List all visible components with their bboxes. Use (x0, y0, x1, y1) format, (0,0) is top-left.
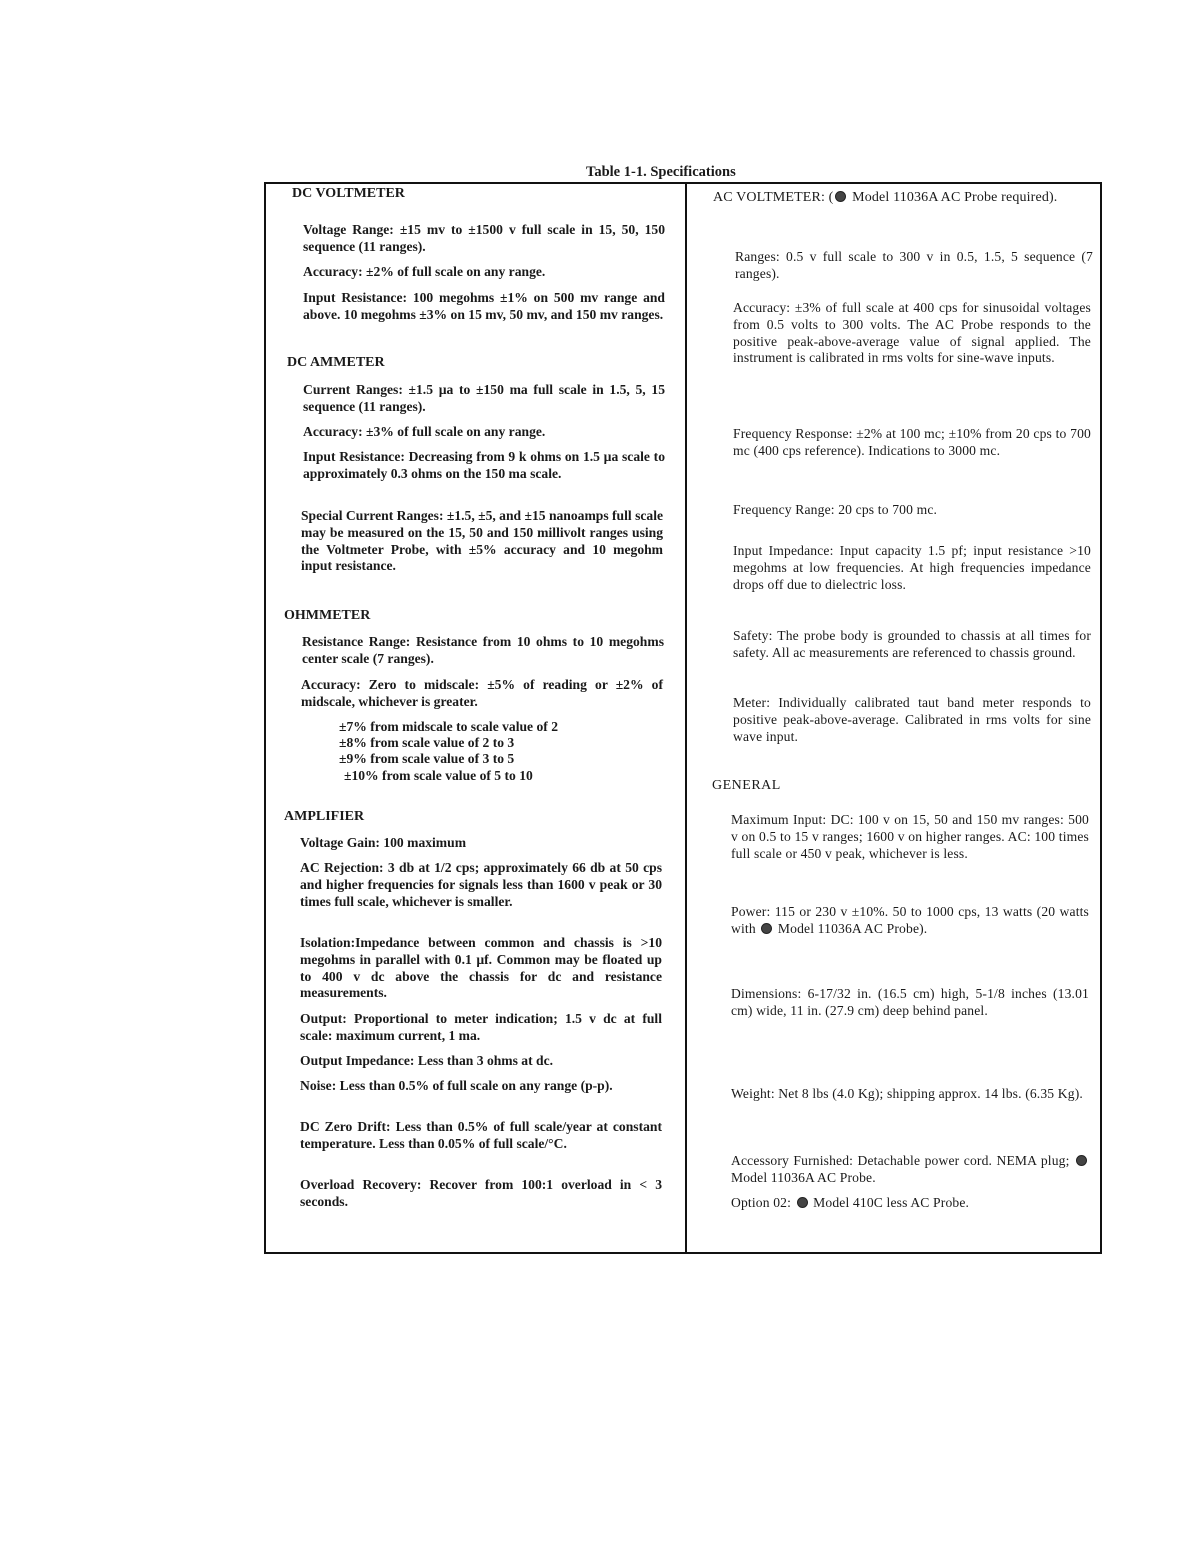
noise: Noise: Less than 0.5% of full scale on any range (p-p). (300, 1078, 613, 1093)
resistance-range: Resistance Range: Resistance from 10 ohms to 10 megohms center scale (7 ranges). (302, 634, 664, 666)
special-current-ranges: Special Current Ranges: ±1.5, ±5, and ±15 nanoamps full scale may be measured on the 15, 50 and 150 millivolt ranges using the Voltmeter Probe, with ±5% accuracy and 10 megohm input resistance. (301, 508, 663, 574)
hp-logo-icon (835, 191, 846, 202)
ohmmeter-accuracy-line: ±9% from scale value of 3 to 5 (339, 751, 515, 766)
dc-ammeter-input-resistance: Input Resistance: Decreasing from 9 k ohms on 1.5 µa scale to approximately 0.3 ohms on the 150 ma scale. (303, 449, 665, 481)
hp-logo-icon (1076, 1155, 1087, 1166)
ohmmeter-accuracy: Accuracy: Zero to midscale: ±5% of reading or ±2% of midscale, whichever is greater. (301, 677, 663, 709)
ohmmeter-accuracy-line: ±10% from scale value of 5 to 10 (344, 768, 533, 783)
accessory-furnished: Accessory Furnished: Detachable power cord. NEMA plug; Model 11036A AC Probe. (731, 1153, 1089, 1187)
amplifier-heading: AMPLIFIER (284, 809, 365, 824)
ohmmeter-heading: OHMMETER (284, 608, 371, 623)
input-impedance: Input Impedance: Input capacity 1.5 pf; input resistance >10 megohms at low frequencies. At high frequencies impedance drops off due to dielectric loss. (733, 543, 1091, 592)
output: Output: Proportional to meter indication; 1.5 v dc at full scale: maximum current, 1 ma. (300, 1011, 662, 1043)
table-title: Table 1-1. Specifications (586, 164, 736, 180)
voltage-gain: Voltage Gain: 100 maximum (300, 835, 467, 850)
dc-voltmeter-accuracy: Accuracy: ±2% of full scale on any range. (303, 264, 546, 279)
dc-zero-drift: DC Zero Drift: Less than 0.5% of full scale/year at constant temperature. Less than 0.05% of full scale/°C. (300, 1119, 662, 1151)
ohmmeter-accuracy-line: ±8% from scale value of 2 to 3 (339, 735, 515, 750)
hp-logo-icon (797, 1197, 808, 1208)
meter: Meter: Individually calibrated taut band meter responds to positive peak-above-average. Calibrated in rms volts for sine wave input. (733, 695, 1091, 744)
dc-current-ranges: Current Ranges: ±1.5 µa to ±150 ma full scale in 1.5, 5, 15 sequence (11 ranges). (303, 382, 665, 414)
power: Power: 115 or 230 v ±10%. 50 to 1000 cps, 13 watts (20 watts with Model 11036A AC Probe). (731, 904, 1089, 936)
isolation: Isolation:Impedance between common and chassis is >10 megohms in parallel with 0.1 µf. Common may be floated up to 400 v dc above the chassis for dc and resistance measurements. (300, 935, 662, 1001)
column-divider (685, 182, 687, 1254)
dc-voltmeter-input-resistance: Input Resistance: 100 megohms ±1% on 500 mv range and above. 10 megohms ±3% on 15 mv, 50 mv, and 150 mv ranges. (303, 290, 665, 322)
ac-rejection: AC Rejection: 3 db at 1/2 cps; approximately 66 db at 50 cps and higher frequencies for signals less than 1600 v peak or 30 times full scale, whichever is smaller. (300, 860, 662, 909)
output-impedance: Output Impedance: Less than 3 ohms at dc. (300, 1053, 554, 1068)
frequency-range: Frequency Range: 20 cps to 700 mc. (733, 502, 938, 517)
weight: Weight: Net 8 lbs (4.0 Kg); shipping approx. 14 lbs. (6.35 Kg). (731, 1086, 1083, 1101)
ohmmeter-accuracy-line: ±7% from midscale to scale value of 2 (339, 719, 559, 734)
general-heading: GENERAL (712, 778, 781, 793)
ac-accuracy: Accuracy: ±3% of full scale at 400 cps for sinusoidal voltages from 0.5 volts to 300 volts. The AC Probe responds to the positive peak-above-average value of signal applied. The instrument is calibrated in rms volts for sine-wave inputs. (733, 300, 1091, 366)
dc-ammeter-heading: DC AMMETER (287, 355, 385, 370)
ac-voltmeter-heading: AC VOLTMETER: ( Model 11036A AC Probe required). (713, 190, 1058, 205)
dc-voltage-range: Voltage Range: ±15 mv to ±1500 v full scale in 15, 50, 150 sequence (11 ranges). (303, 222, 665, 254)
hp-logo-icon (761, 923, 772, 934)
dc-voltmeter-heading: DC VOLTMETER (292, 186, 405, 201)
safety: Safety: The probe body is grounded to chassis at all times for safety. All ac measurements are referenced to chassis ground. (733, 628, 1091, 660)
maximum-input: Maximum Input: DC: 100 v on 15, 50 and 150 mv ranges: 500 v on 0.5 to 15 v ranges; 1600 v on higher ranges. AC: 100 times full scale or 450 v peak, whichever is less. (731, 812, 1089, 861)
dimensions: Dimensions: 6-17/32 in. (16.5 cm) high, 5-1/8 inches (13.01 cm) wide, 11 in. (27.9 cm) deep behind panel. (731, 986, 1089, 1018)
frequency-response: Frequency Response: ±2% at 100 mc; ±10% from 20 cps to 700 mc (400 cps reference). Indications to 3000 mc. (733, 426, 1091, 458)
ac-ranges: Ranges: 0.5 v full scale to 300 v in 0.5, 1.5, 5 sequence (7 ranges). (735, 249, 1093, 281)
option-02: Option 02: Model 410C less AC Probe. (731, 1195, 970, 1210)
overload-recovery: Overload Recovery: Recover from 100:1 overload in < 3 seconds. (300, 1177, 662, 1209)
dc-ammeter-accuracy: Accuracy: ±3% of full scale on any range. (303, 424, 546, 439)
